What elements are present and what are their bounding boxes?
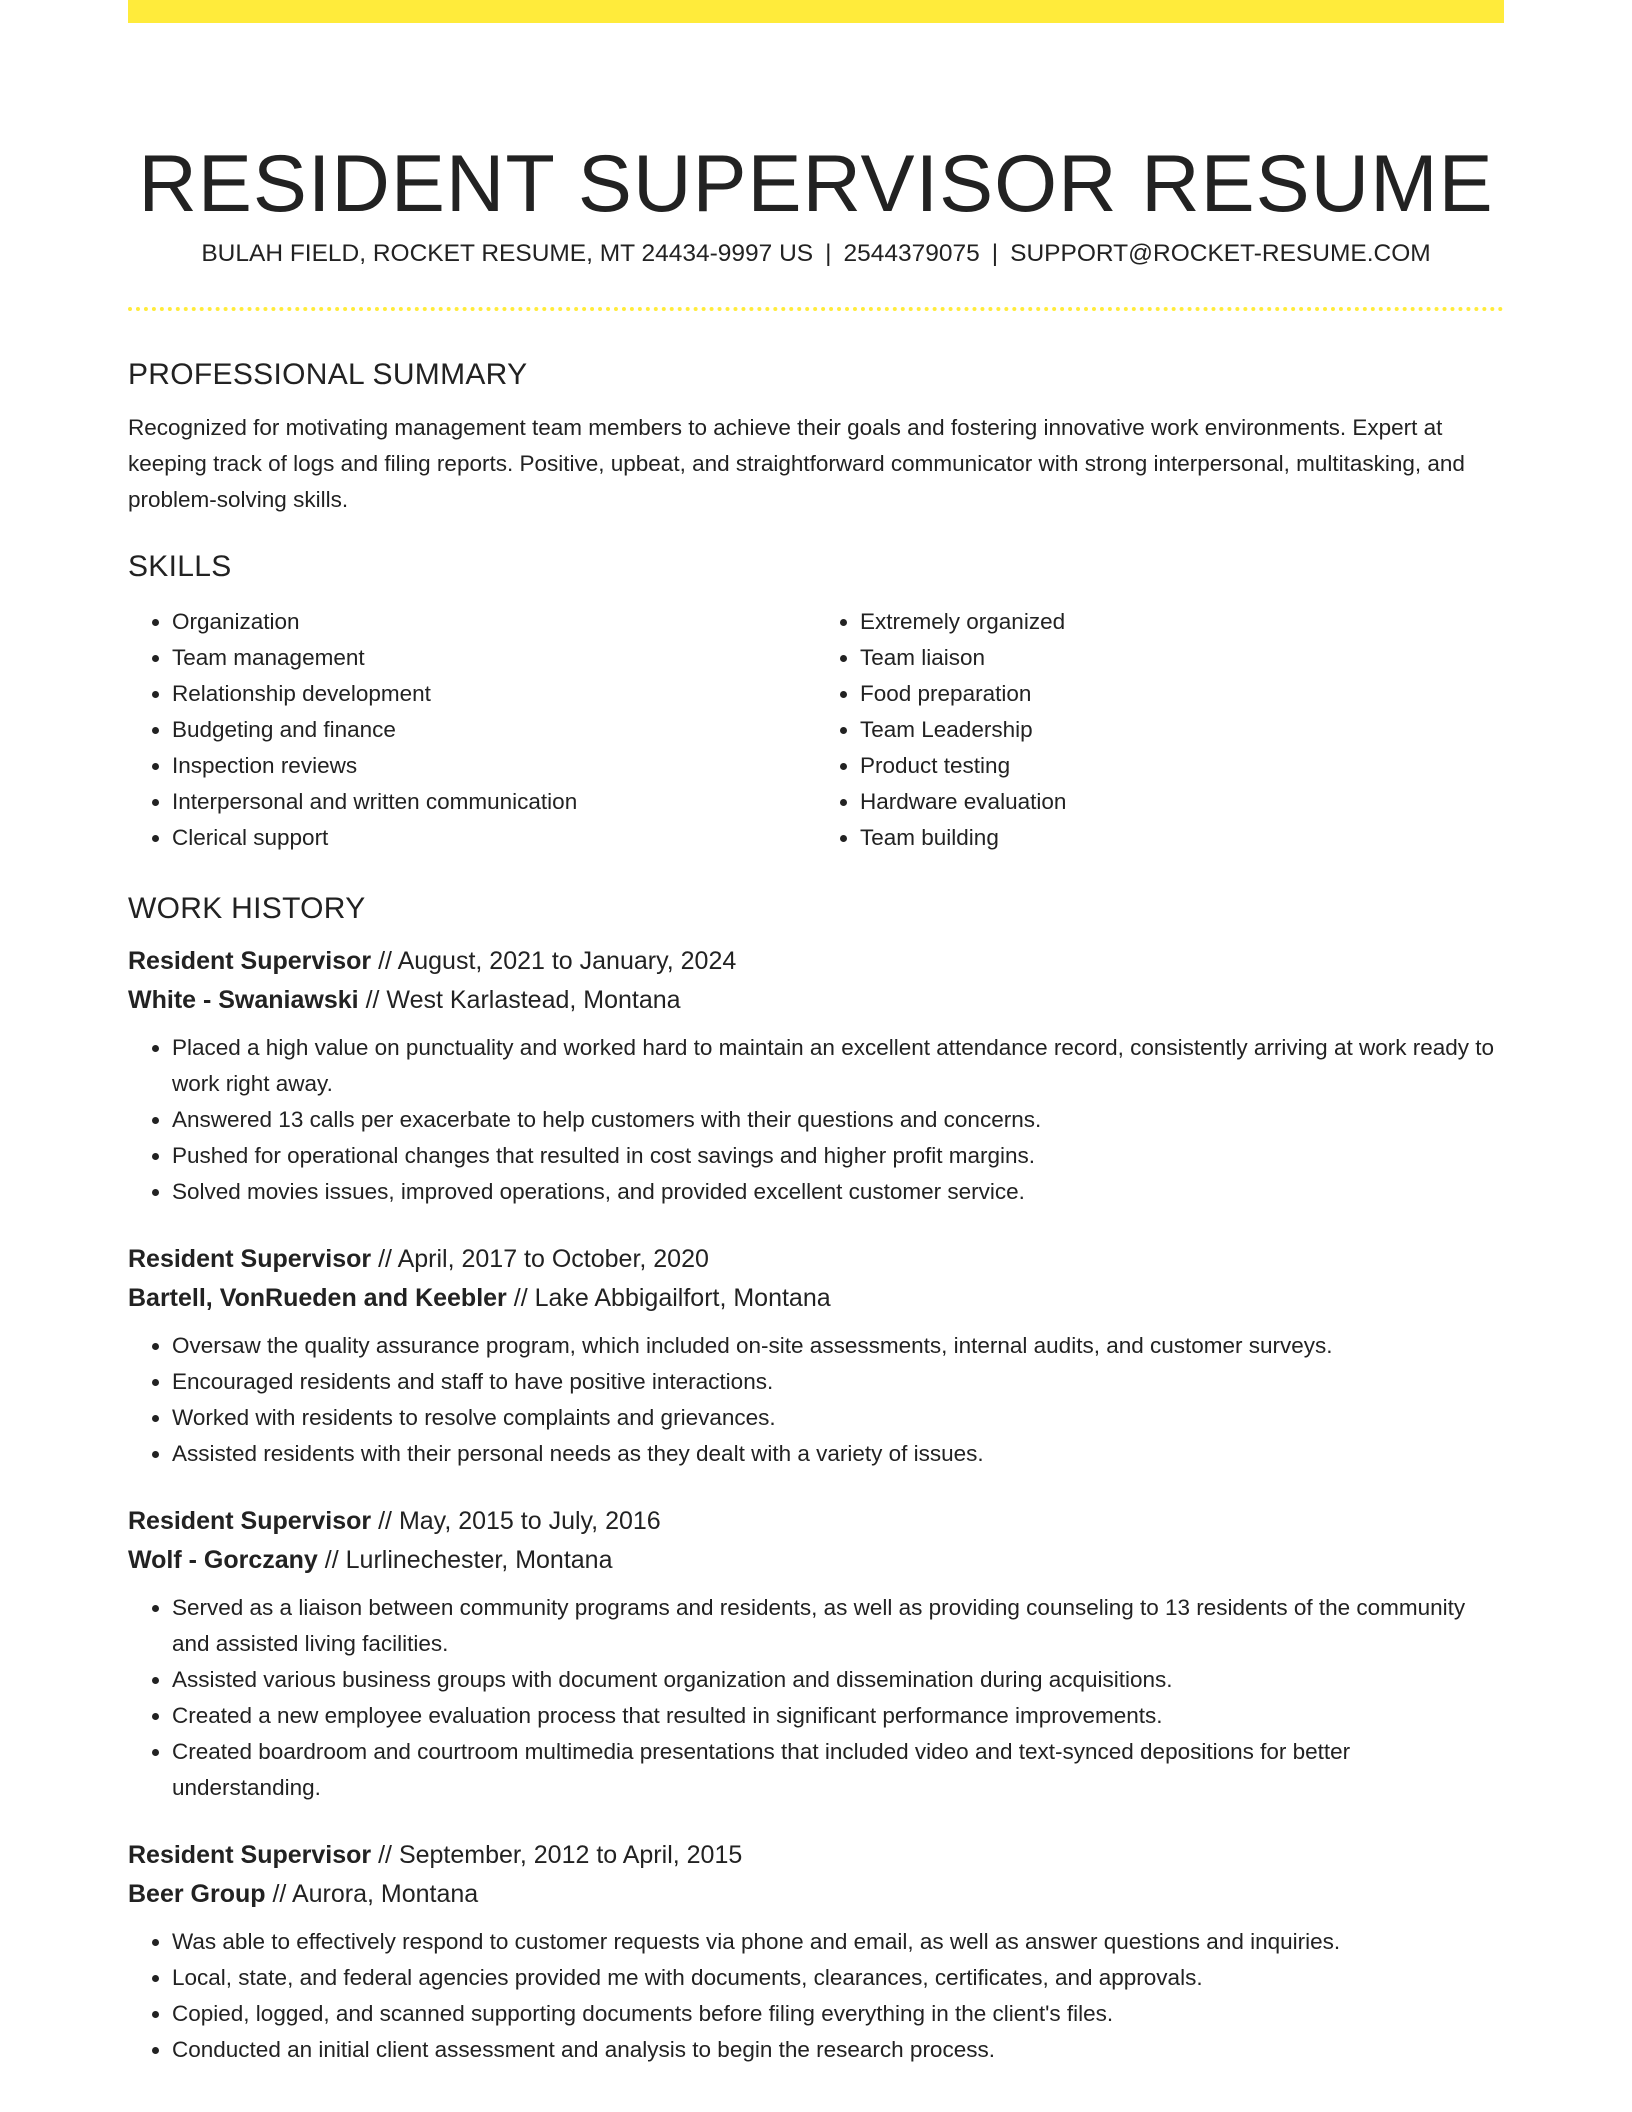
job-location: Lurlinechester, Montana [345,1546,613,1574]
job-location: West Karlastead, Montana [386,986,681,1014]
job-dates: August, 2021 to January, 2024 [397,947,737,975]
job-company: Bartell, VonRueden and Keebler [128,1284,507,1312]
job-bullet: • Worked with residents to resolve complaints and grievances. [172,1400,1504,1436]
skill-item: • Product testing [860,748,1504,784]
skill-item: • Team building [860,820,1504,856]
job-company: Wolf - Gorczany [128,1546,318,1574]
job-bullets [128,1590,1504,1806]
job-divider: // [365,986,380,1014]
skill-item: • Hardware evaluation [860,784,1504,820]
dotted-divider [128,307,1504,311]
skill-item: • Budgeting and finance [172,712,816,748]
job-bullet: • Created a new employee evaluation process that resulted in significant performance improvements. [172,1698,1504,1734]
job-bullets [128,1328,1504,1472]
job-header [128,1502,1504,1580]
job-bullets [128,1030,1504,1210]
job-divider: // [324,1546,339,1574]
job-divider: // [378,1507,392,1535]
job-bullet: • Pushed for operational changes that resulted in cost savings and higher profit margins. [172,1138,1504,1174]
job-company-line [128,981,1504,1020]
skill-item: • Inspection reviews [172,748,816,784]
job-bullet: • Copied, logged, and scanned supporting documents before filing everything in the client's files. [172,1996,1504,2032]
skills-left-list [128,604,816,856]
job-entry [128,1240,1504,1472]
job-entry [128,942,1504,1210]
skill-item: • Team management [172,640,816,676]
job-bullet: • Conducted an initial client assessment and analysis to begin the research process. [172,2032,1504,2068]
job-bullet: • Oversaw the quality assurance program, which included on-site assessments, internal audits, and customer surveys. [172,1328,1504,1364]
job-company-line [128,1279,1504,1318]
job-title: Resident Supervisor [128,1507,372,1535]
skill-item: • Clerical support [172,820,816,856]
job-company-line [128,1541,1504,1580]
job-bullet: • Local, state, and federal agencies provided me with documents, clearances, certificates, and approvals. [172,1960,1504,1996]
job-divider: // [513,1284,528,1312]
job-bullet: • Placed a high value on punctuality and worked hard to maintain an excellent attendance record, consistently arriving at work ready to work right away. [172,1030,1504,1102]
accent-bar [128,0,1504,23]
summary-text: Recognized for motivating management team members to achieve their goals and fostering innovative work environments. Expert at keeping track of logs and filing reports. Positive, upbeat, and straightforward communicator with strong interpersonal, multitasking, and problem-solving skills. [128,415,1465,512]
job-bullet: • Solved movies issues, improved operations, and provided excellent customer service. [172,1174,1504,1210]
job-title: Resident Supervisor [128,947,372,975]
contact-phone: 2544379075 [843,240,980,267]
job-bullet: • Was able to effectively respond to customer requests via phone and email, as well as answer questions and inquiries. [172,1924,1504,1960]
skill-item: • Relationship development [172,676,816,712]
resume-body [128,348,1504,2068]
skill-item: • Organization [172,604,816,640]
job-entry [128,1502,1504,1806]
job-title-line [128,1836,1504,1875]
job-bullet: • Assisted residents with their personal needs as they dealt with a variety of issues. [172,1436,1504,1472]
section-heading-work: WORK HISTORY [128,892,366,925]
professional-summary-section [128,348,1504,518]
job-dates: April, 2017 to October, 2020 [397,1245,709,1273]
job-header [128,942,1504,1020]
job-title-line [128,1240,1504,1279]
skills-right-list [816,604,1504,856]
job-header [128,1836,1504,1914]
skill-item: • Food preparation [860,676,1504,712]
job-bullet: • Assisted various business groups with document organization and dissemination during acquisitions. [172,1662,1504,1698]
job-title-line [128,1502,1504,1541]
section-heading-summary: PROFESSIONAL SUMMARY [128,358,528,391]
job-bullet: • Answered 13 calls per exacerbate to help customers with their questions and concerns. [172,1102,1504,1138]
contact-separator: | [825,240,832,267]
section-heading-skills: SKILLS [128,550,232,583]
contact-line [128,236,1504,272]
job-dates: September, 2012 to April, 2015 [398,1841,743,1869]
skill-item: • Team liaison [860,640,1504,676]
job-bullet: • Created boardroom and courtroom multimedia presentations that included video and text-synced depositions for better understanding. [172,1734,1504,1806]
skill-item: • Team Leadership [860,712,1504,748]
job-title: Resident Supervisor [128,1841,372,1869]
job-divider: // [378,947,392,975]
job-company: White - Swaniawski [128,986,359,1014]
job-title: Resident Supervisor [128,1245,372,1273]
resume-title: RESIDENT SUPERVISOR RESUME [138,139,1494,230]
job-entry [128,1836,1504,2068]
job-company: Beer Group [128,1880,266,1908]
job-bullet: • Served as a liaison between community programs and residents, as well as providing counseling to 13 residents of the community and assisted living facilities. [172,1590,1504,1662]
job-dates: May, 2015 to July, 2016 [398,1507,661,1535]
job-location: Lake Abbigailfort, Montana [534,1284,831,1312]
contact-separator: | [991,240,999,267]
skill-item: • Extremely organized [860,604,1504,640]
job-header [128,1240,1504,1318]
job-bullet: • Encouraged residents and staff to have positive interactions. [172,1364,1504,1400]
job-bullets [128,1924,1504,2068]
skills-section [128,540,1504,856]
job-location: Aurora, Montana [291,1880,479,1908]
contact-email: SUPPORT@ROCKET-RESUME.COM [1010,240,1431,267]
job-title-line [128,942,1504,981]
job-divider: // [378,1245,392,1273]
skill-item: • Interpersonal and written communication [172,784,816,820]
skills-columns [128,604,1504,856]
job-company-line [128,1875,1504,1914]
work-history-section [128,882,1504,2068]
job-divider: // [272,1880,287,1908]
job-divider: // [378,1841,392,1869]
contact-address: BULAH FIELD, ROCKET RESUME, MT 24434-9997 US [201,240,814,267]
